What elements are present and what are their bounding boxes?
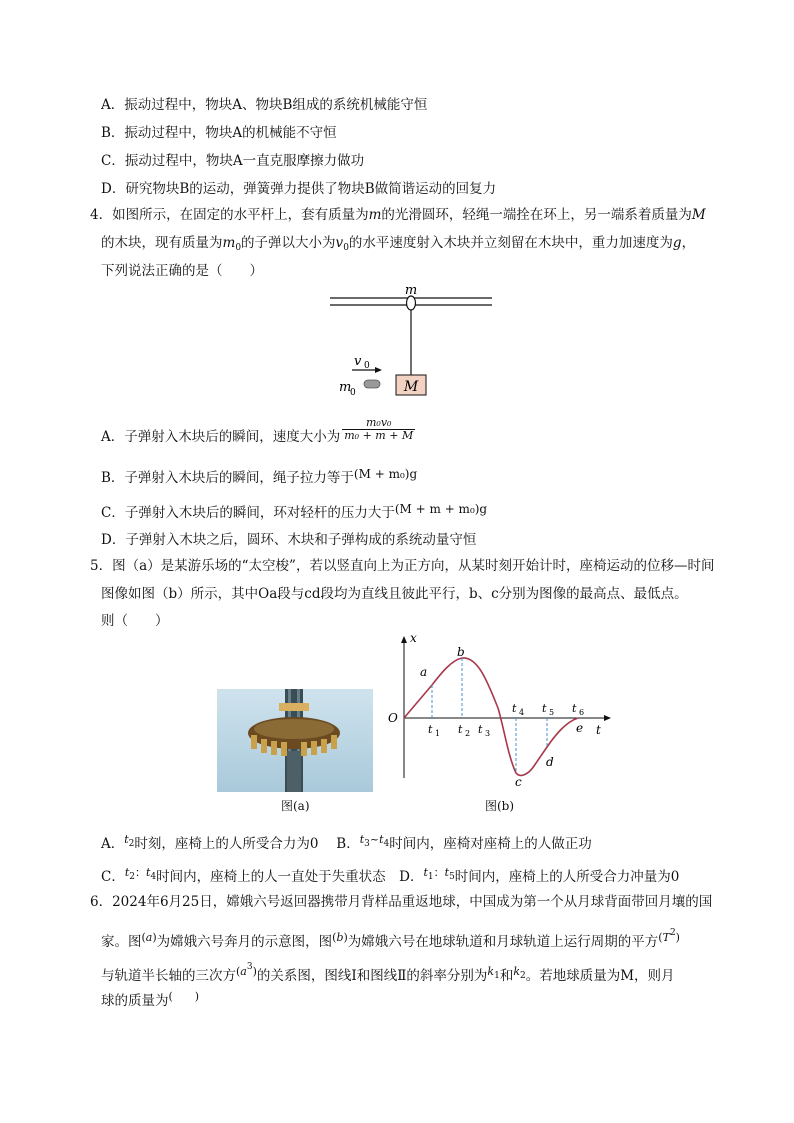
svg-text:O: O: [388, 711, 398, 725]
q4-option-d: D．子弹射入木块之后，圆环、木块和子弹构成的系统动量守恒: [101, 532, 477, 548]
svg-text:t: t: [572, 702, 577, 715]
svg-text:0: 0: [364, 361, 370, 371]
q3-option-b: B．振动过程中，物块A的机械能不守恒: [101, 125, 337, 141]
svg-text:5: 5: [549, 708, 555, 717]
ring: [407, 296, 416, 310]
svg-text:1: 1: [435, 729, 441, 738]
q4-stem-line3: 下列说法正确的是（ ）: [101, 263, 263, 279]
svg-text:6: 6: [579, 708, 585, 717]
q6-stem-line2: 家。图$^{(a)}$为嫦娥六号奔月的示意图，图$^{(b)}$为嫦娥六号在地球轨道和月球轨道上运行周期的平方$^{(T^2)}$: [101, 928, 680, 950]
q5-option-c-d-row: C．$^t_2^{:t}_4$时间内，座椅上的人一直处于失重状态 D．$^t_1^{:t}_5$时间内，座椅上的人所受合力冲量为0: [101, 866, 680, 885]
q5-stem-line1: 5．图（a）是某游乐场的“太空梭”，若以竖直向上为正方向，从某时刻开始计时，座椅运动的位移—时间: [90, 558, 715, 574]
svg-text:0: 0: [350, 388, 356, 398]
block-label: M: [403, 379, 419, 395]
svg-text:t: t: [458, 723, 463, 736]
q4-stem-line1: 4．如图所示，在固定的水平杆上，套有质量为m的光滑圆环，轻绳一端拴在环上，另一端系着质量为M: [90, 207, 706, 223]
space-shuttle-ride-photo: [217, 689, 373, 792]
q5-stem-line2: 图像如图（b）所示，其中Oa段与cd段均为直线且彼此平行，b、c分别为图像的最高点、最低点。: [101, 586, 688, 602]
svg-text:4: 4: [519, 708, 525, 717]
q5-option-a: 时刻，座椅上的人所受合力为0: [134, 836, 319, 852]
q3-option-d: D．研究物块B的运动，弹簧弹力提供了物块B做简谐运动的回复力: [101, 181, 497, 197]
svg-text:c: c: [515, 775, 522, 789]
bullet: [364, 380, 380, 388]
q4-option-c: C．子弹射入木块后的瞬间，环对轻杆的压力大于(M + m + m₀)g: [101, 502, 488, 521]
q5-option-a-b-row: A．$^t_2$时刻，座椅上的人所受合力为0 B．$^t_3^{\sim t}_4$时间内，座椅对座椅上的人做正功: [101, 833, 592, 852]
svg-text:a: a: [420, 665, 428, 679]
svg-text:e: e: [576, 721, 584, 735]
q4-option-b: B．子弹射入木块后的瞬间，绳子拉力等于(M + m₀)g: [101, 467, 418, 486]
q6-stem-line1: 6．2024年6月25日，嫦娥六号返回器携带月背样品重返地球，中国成为第一个从月球背面带回月壤的国: [90, 894, 713, 910]
q5-option-c: 时间内，座椅上的人一直处于失重状态: [156, 869, 386, 885]
q5-option-b: 时间内，座椅对座椅上的人做正功: [389, 836, 592, 852]
ring-label: m: [404, 283, 418, 298]
svg-text:d: d: [546, 755, 554, 769]
q3-option-c: C．振动过程中，物块A一直克服摩擦力做功: [101, 153, 365, 169]
svg-text:t: t: [428, 723, 433, 736]
svg-text:t: t: [596, 723, 601, 737]
figure-b-caption: 图(b): [485, 799, 515, 813]
q6-stem-line3: 与轨道半长轴的三次方$^{(a^3)}$的关系图，图线Ⅰ和图线Ⅱ的斜率分别为$^k_1$和$^k_2$。若地球质量为M，则月: [101, 962, 675, 984]
q4-option-a: A．子弹射入木块后的瞬间，速度大小为 $\frac{\text{m₀v₀}}{\text{m₀ + m + M}}$: [101, 416, 414, 445]
q5-option-d: 时间内，座椅上的人所受合力冲量为0: [454, 869, 680, 885]
velocity-label: v: [354, 354, 362, 369]
q4-figure: [320, 282, 505, 402]
q3-option-a: A．振动过程中，物块A、物块B组成的系统机械能守恒: [101, 97, 428, 113]
q6-stem-line4: 球的质量为( ): [101, 990, 200, 1009]
figure-a-caption: 图(a): [281, 799, 310, 813]
svg-text:3: 3: [485, 729, 491, 738]
svg-text:b: b: [457, 645, 465, 659]
svg-text:t: t: [512, 702, 517, 715]
bullet-label: m: [339, 380, 352, 395]
svg-text:x: x: [410, 631, 417, 645]
q4-stem-line2: 的木块，现有质量为$m_0$的子弹以大小为$v_0$的水平速度射入木块并立刻留在木块中，重力加速度为g，: [101, 235, 696, 253]
q5-xt-graph: [380, 628, 620, 789]
svg-text:t: t: [542, 702, 547, 715]
q5-stem-line3: 则（ ）: [101, 613, 169, 629]
svg-text:t: t: [478, 723, 483, 736]
svg-text:2: 2: [465, 729, 471, 738]
